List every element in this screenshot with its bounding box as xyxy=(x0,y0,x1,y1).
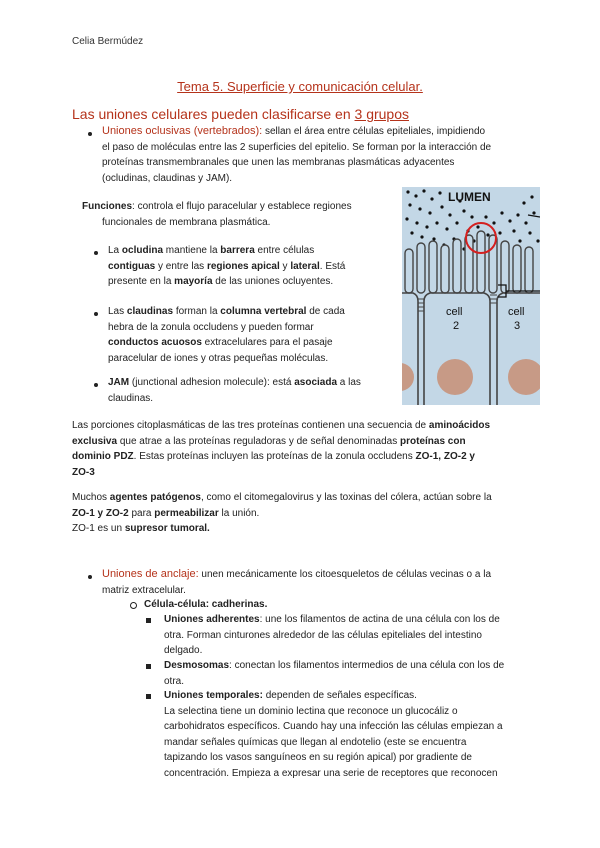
anclaje-paragraph: Uniones de anclaje: unen mecánicamente los citoesqueletos de células vecinas o a la matriz extracelular. xyxy=(102,568,492,596)
oclusivas-paragraph: Uniones oclusivas (vertebrados): sellan el área entre células epiteliales, impidiendo el paso de moléculas entre las 2 superficies del epitelio. Se forman por la interacción de proteínas transmembranales que unen las membranas plasmáticas adyacentes (ocludinas, claudinas y JAM). xyxy=(102,125,492,184)
square-bullet xyxy=(146,664,151,669)
bullet-dot xyxy=(94,383,98,387)
nucleus xyxy=(437,359,473,395)
funciones-paragraph: Funciones: controla el flujo paracelular y establece regiones funcionales de membrana plasmática. xyxy=(82,201,352,228)
cell3-number: 3 xyxy=(514,320,521,332)
page-title: Tema 5. Superficie y comunicación celular. xyxy=(177,79,423,94)
cell2-number: 2 xyxy=(453,320,460,332)
square-bullet xyxy=(146,694,151,699)
temporales-paragraph: Uniones temporales: dependen de señales específicas. La selectina tiene un dominio lectina que reconoce un glucocáliz o carbohidratos específicos. Cuando hay una infección las células empiezan a mandar señales químicas que llegan al endotelio (este se encuentra tapizando los vasos sanguíneos en su región apical) por gradiente de concentración. Empieza a expresar una serie de receptores que reconocen xyxy=(164,690,503,779)
jam-paragraph: JAM (junctional adhesion molecule): está asociada a las claudinas. xyxy=(108,377,361,404)
square-bullet xyxy=(146,618,151,623)
patogenos-paragraph: Muchos agentes patógenos, como el citomegalovirus y las toxinas del cólera, actúan sobre la ZO-1 y ZO-2 para permeabilizar la unión. ZO-1 es un supresor tumoral. xyxy=(72,492,492,534)
cell2-label: cell xyxy=(446,306,463,318)
lumen-label: LUMEN xyxy=(448,190,491,204)
ocludina-paragraph: La ocludina mantiene la barrera entre células contiguas y entre las regiones apical y lateral. Está presente en la mayoría de las uniones ocluyentes. xyxy=(108,245,346,287)
tight-junction-figure xyxy=(402,187,540,405)
bullet-dot xyxy=(94,312,98,316)
section-heading: Las uniones celulares pueden clasificarse en 3 grupos xyxy=(72,106,409,122)
bullet-dot xyxy=(94,251,98,255)
bullet-dot xyxy=(88,575,92,579)
author-name: Celia Bermúdez xyxy=(72,36,144,47)
cell-diagram xyxy=(402,187,540,405)
sub-bullet-circle xyxy=(130,602,137,609)
porciones-paragraph: Las porciones citoplasmáticas de las tres proteínas contienen una secuencia de aminoácidos exclusiva que atrae a las proteínas reguladoras y de señal denominadas proteínas con dominio PDZ. Estas proteínas incluyen las proteínas de la zonula occludens ZO-1, ZO-2 y ZO-3 xyxy=(72,420,491,478)
claudinas-paragraph: Las claudinas forman la columna vertebral de cada hebra de la zonula occludens y pueden formar conductos acuosos extracelulares para el pasaje paracelular de iones y otras pequeñas moléculas. xyxy=(108,306,345,364)
bullet-dot xyxy=(88,132,92,136)
adherentes-paragraph: Uniones adherentes: une los filamentos de actina de una célula con los de otra. Forman cinturones alrededor de las células epiteliales del intestino delgado. xyxy=(164,614,500,656)
cell3-label: cell xyxy=(508,306,525,318)
cadherinas-subheading: Célula-célula: cadherinas. xyxy=(144,599,268,610)
desmosomas-paragraph: Desmosomas: conectan los filamentos intermedios de una célula con los de otra. xyxy=(164,660,505,687)
